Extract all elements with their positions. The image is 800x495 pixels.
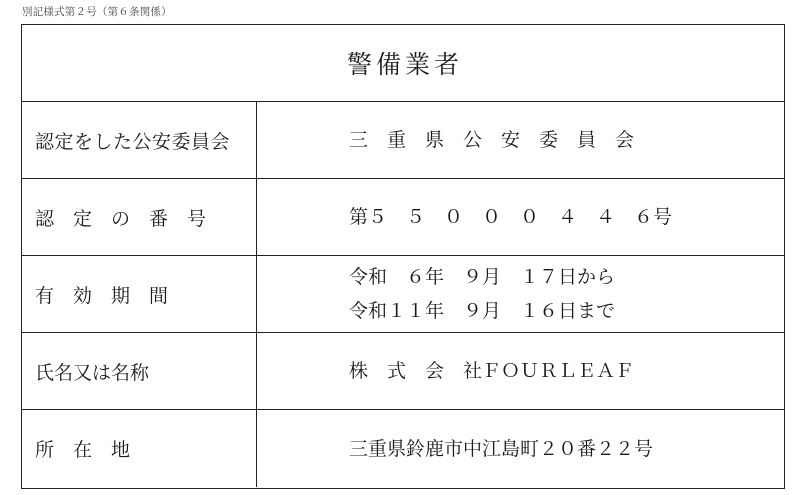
value-number: 第５ ５ ０ ０ ０ ４ ４ ６号 bbox=[349, 206, 673, 228]
title-row bbox=[22, 25, 784, 102]
label-cell bbox=[22, 410, 257, 487]
label-validity: 有 効 期 間 bbox=[35, 284, 169, 307]
value-cell bbox=[257, 256, 784, 332]
label-number: 認 定 の 番 号 bbox=[35, 207, 207, 230]
label-cell bbox=[22, 333, 257, 409]
label-cell bbox=[22, 179, 257, 255]
page-title: 警備業者 bbox=[346, 50, 463, 79]
value-cell bbox=[257, 102, 784, 178]
table-row-name bbox=[22, 333, 784, 410]
value-cell bbox=[257, 410, 784, 487]
table-row-address bbox=[22, 410, 784, 487]
value-authority: 三 重 県 公 安 委 員 会 bbox=[349, 129, 635, 151]
label-cell bbox=[22, 256, 257, 332]
table-row-authority bbox=[22, 102, 784, 179]
form-note: 別記様式第２号（第６条関係） bbox=[22, 6, 172, 18]
certificate-table bbox=[21, 24, 785, 489]
value-address: 三重県鈴鹿市中江島町２０番２２号 bbox=[349, 437, 654, 460]
table-row-validity bbox=[22, 256, 784, 333]
value-cell bbox=[257, 179, 784, 255]
label-address: 所 在 地 bbox=[35, 439, 131, 461]
value-name: 株 式 会 社ＦＯＵＲＬＥＡＦ bbox=[349, 360, 635, 382]
label-name: 氏名又は名称 bbox=[35, 361, 150, 384]
value-cell bbox=[257, 333, 784, 409]
value-validity-from: 令和 ６年 ９月 １７日から bbox=[349, 266, 616, 288]
label-cell bbox=[22, 102, 257, 178]
label-authority: 認定をした公安委員会 bbox=[35, 130, 231, 153]
value-validity-to: 令和１１年 ９月 １６日まで bbox=[349, 300, 616, 322]
table-row-number bbox=[22, 179, 784, 256]
